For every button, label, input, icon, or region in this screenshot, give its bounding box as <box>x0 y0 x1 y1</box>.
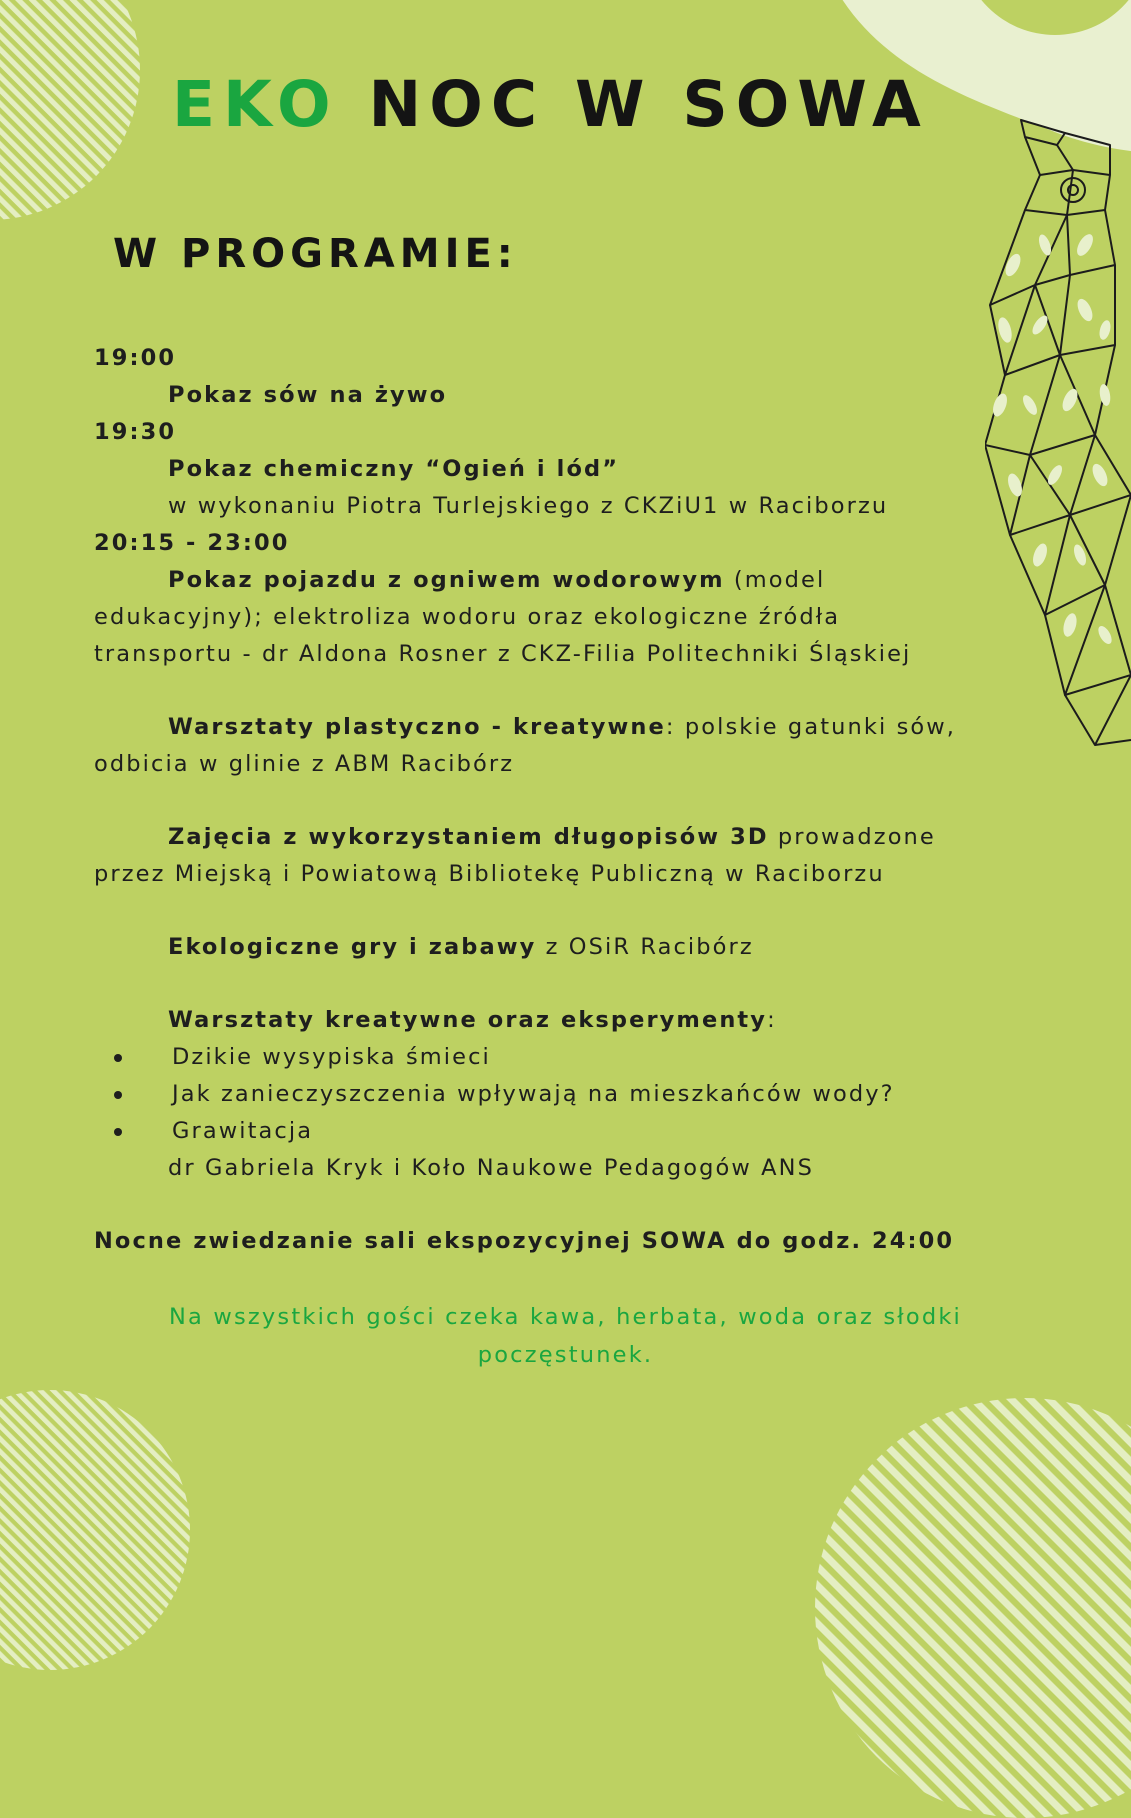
experiment-item-1: Dzikie wysypiska śmieci <box>172 1044 491 1070</box>
event-3d-pens <box>94 819 1034 856</box>
eco-games-title: Ekologiczne gry i zabawy <box>168 934 537 960</box>
list-item <box>94 1113 1034 1150</box>
striped-circle-bottom-left <box>0 1390 190 1670</box>
event-hydrogen-vehicle <box>94 562 1034 599</box>
experiment-item-3: Grawitacja <box>172 1118 314 1144</box>
poster-title <box>172 66 929 144</box>
3d-pens-detail: przez Miejską i Powiatową Bibliotekę Publiczną w Raciborzu <box>94 861 885 887</box>
event-owl-show: Pokaz sów na żywo <box>168 382 448 408</box>
time-slot-1: 19:00 <box>94 345 177 371</box>
eco-games-suffix: z OSiR Racibórz <box>536 934 754 960</box>
art-workshop-detail: odbicia w glinie z ABM Racibórz <box>94 751 515 777</box>
program-list <box>94 340 1034 1260</box>
night-tour: Nocne zwiedzanie sali ekspozycyjnej SOWA do godz. 24:00 <box>94 1228 955 1254</box>
time-slot-2: 19:30 <box>94 419 177 445</box>
art-workshop-title: Warsztaty plastyczno - kreatywne <box>168 714 666 740</box>
event-hydrogen-detail-1: edukacyjny); elektroliza wodoru oraz ekologiczne źródła <box>94 604 841 630</box>
striped-circle-bottom-right <box>815 1398 1131 1818</box>
bullet-icon <box>114 1054 122 1062</box>
experiments-title: Warsztaty kreatywne oraz eksperymenty <box>168 1007 768 1033</box>
title-rest: NOC W SOWA <box>368 68 929 141</box>
3d-pens-title: Zajęcia z wykorzystaniem długopisów 3D <box>168 824 769 850</box>
bullet-icon <box>114 1128 122 1136</box>
experiments-host: dr Gabriela Kryk i Koło Naukowe Pedagogów ANS <box>168 1155 814 1181</box>
event-hydrogen-suffix: (model <box>724 567 826 593</box>
list-item <box>94 1039 1034 1076</box>
experiments-suffix: : <box>767 1007 777 1033</box>
event-hydrogen-detail-2: transportu - dr Aldona Rosner z CKZ-Filia Politechniki Śląskiej <box>94 641 912 667</box>
bullet-icon <box>114 1091 122 1099</box>
list-item <box>94 1076 1034 1113</box>
striped-circle-top-left <box>0 0 140 220</box>
experiment-item-2: Jak zanieczyszczenia wpływają na mieszkańców wody? <box>172 1081 895 1107</box>
refreshments-line-2: poczęstunek. <box>477 1342 654 1368</box>
art-workshop-suffix: : polskie gatunki sów, <box>665 714 957 740</box>
event-eco-games <box>94 929 1034 966</box>
3d-pens-suffix: prowadzone <box>768 824 936 850</box>
time-slot-3: 20:15 - 23:00 <box>94 530 290 556</box>
title-accent-word: EKO <box>172 68 339 141</box>
refreshments-note <box>0 1298 1131 1374</box>
event-chemistry-show: Pokaz chemiczny “Ogień i lód” <box>168 456 620 482</box>
program-heading: W PROGRAMIE: <box>113 231 518 277</box>
event-chemistry-detail: w wykonaniu Piotra Turlejskiego z CKZiU1 w Raciborzu <box>168 493 889 519</box>
event-hydrogen-title: Pokaz pojazdu z ogniwem wodorowym <box>168 567 725 593</box>
refreshments-line-1: Na wszystkich gości czeka kawa, herbata, woda oraz słodki <box>168 1304 963 1330</box>
event-experiments <box>94 1002 1034 1039</box>
event-art-workshop <box>94 709 1034 746</box>
